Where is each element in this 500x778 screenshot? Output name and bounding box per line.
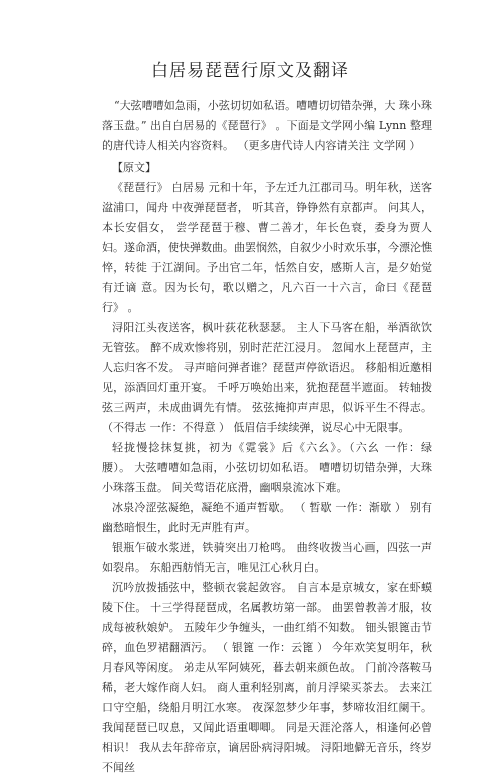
section-label: 【原文】 [112,161,156,174]
poem-paragraph: 浔阳江头夜送客，枫叶荻花秋瑟瑟。 主人下马客在船，举酒欲饮无管弦。 醉不成欢惨将别，别时茫茫江浸月。 忽闻水上琵琶声，主人忘归客不发。 寻声暗问弹者谁？琵琶声停欲语迟。 移船相近邀相见，添酒回灯重开宴。 千呼万唤始出来，犹抱琵琶半遮面。 转轴拨弦三两声，未成曲调先有情。 弦弦掩抑声声思，似诉平生不得志。 （不得志 一作：不得意 ） 低眉信手续续弹，说尽心中无限事。 [102,321,432,434]
preface-paragraph: 《琵琶行》 白居易 元和十年，予左迁九江郡司马。明年秋，送客湓浦口，闻舟 中夜弹琵琶者， 听其音，铮铮然有京都声。 问其人，本长安倡女， 尝学琵琶于穆、曹二善才，年长色衰，委身为贾人妇。遂命酒，使快弹数曲。曲罢悯然，自叙少小时欢乐事，今漂沦憔悴，转徙 于江湖间。予出官二年，恬然自安，感斯人言，是夕始觉有迁谪 意。因为长句，歌以赠之，凡六百一十六言，命曰《琵琶行》 。 [102,181,432,314]
poem-paragraph: 轻拢慢捻抹复挑，初为《霓裳》后《六幺》。（六幺 一作：绿 腰）。 大弦嘈嘈如急雨，小弦切切如私语。 嘈嘈切切错杂弹，大珠小珠落玉盘。 间关莺语花底滑，幽咽泉流冰下难。 [102,441,432,494]
poem-paragraph: 沉吟放拨插弦中，整顿衣裳起敛容。 自言本是京城女，家在虾蟆陵下住。 十三学得琵琶成，名属教坊第一部。 曲罢曾教善才服，妆成每被秋娘妒。 五陵年少争缠头，一曲红绡不知数。 钿头银篦击节碎，血色罗裙翻酒污。 （ 银篦 一作：云篦 ） 今年欢笑复明年，秋月春风等闲度。 弟走从军阿姨死，暮去朝来颜色故。 门前冷落鞍马稀，老大嫁作商人妇。 商人重利轻别离，前月浮梁买茶去。 去来江口守空船，绕船月明江水寒。 夜深忽梦少年事，梦啼妆泪红阑干。 我闻琵琶已叹息，又闻此语重唧唧。 同是天涯沦落人，相逢何必曾相识！ 我从去年辞帝京，谪居卧病浔阳城。 浔阳地僻无音乐，终岁不闻丝 [102,581,432,774]
poem-paragraph: 冰泉冷涩弦凝绝，凝绝不通声暂歇。 （ 暂歇 一作：渐歇 ） 别有幽愁暗恨生，此时无声胜有声。 [102,501,432,534]
document-title: 白居易琵琶行原文及翻译 [151,61,349,81]
poem-paragraph: 银瓶乍破水浆迸，铁骑突出刀枪鸣。 曲终收拨当心画，四弦一声如裂帛。 东船西舫悄无言，唯见江心秋月白。 [102,541,432,574]
intro-paragraph: “大弦嘈嘈如急雨，小弦切切如私语。嘈嘈切切错杂弹，大 珠小珠落玉盘。” 出自白居易的《琵琶行》 。下面是文学网小编 Lynn 整理的唐代诗人相关内容资料。 （更多唐代诗人内容请关注 文学网 ） [102,99,432,152]
document-body [102,96,432,778]
